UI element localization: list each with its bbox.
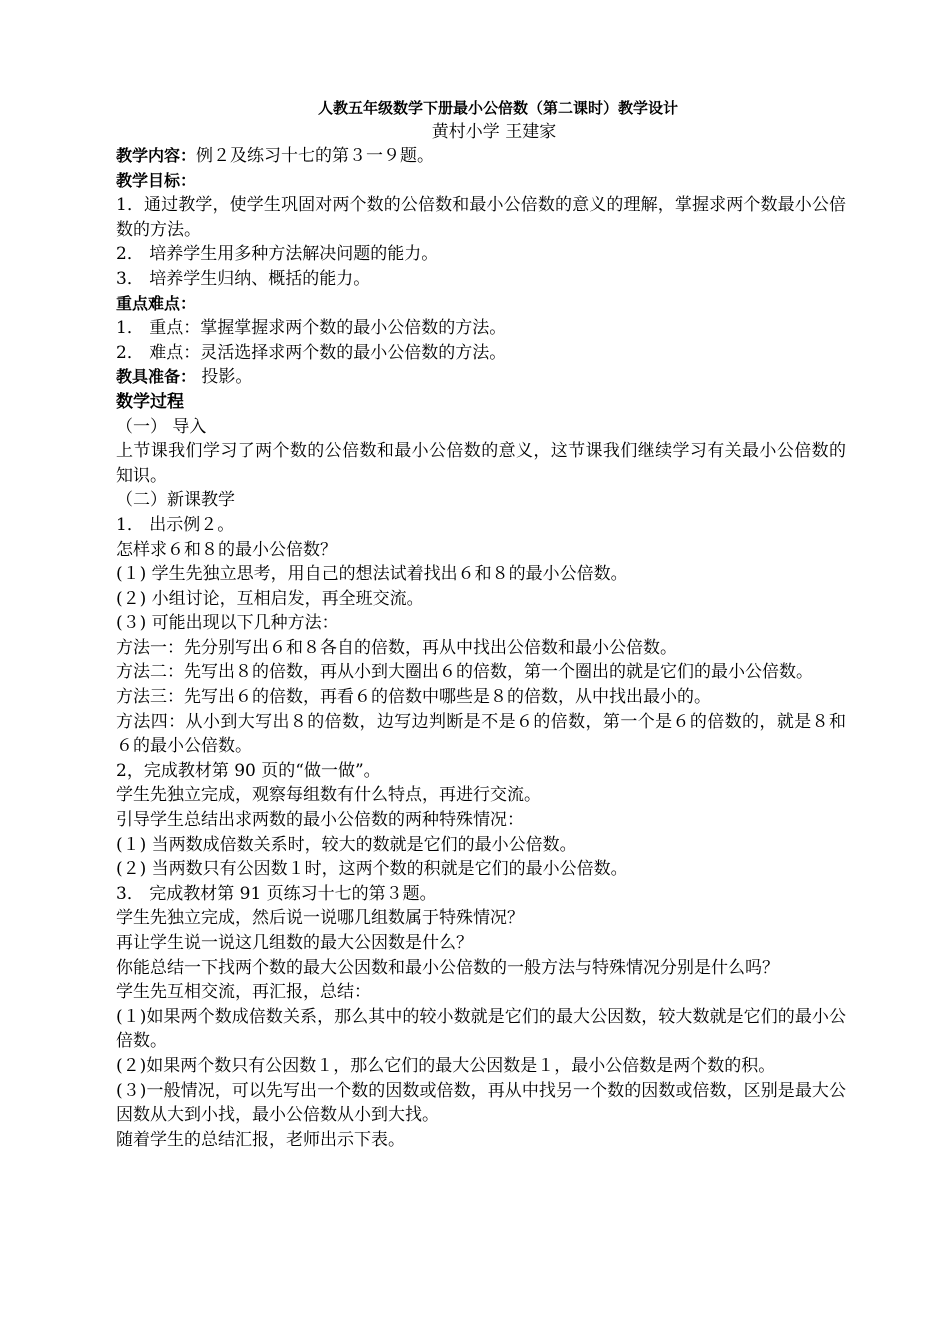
- process-label: 数学过程: [116, 391, 184, 412]
- process-line: (２) 当两数只有公因数１时，这两个数的积就是它们的最小公倍数。: [116, 859, 628, 880]
- process-line: (２) 小组讨论，互相启发，再全班交流。: [116, 588, 424, 609]
- process-line: （一） 导入: [116, 416, 207, 437]
- process-line: 2，完成教材第 90 页的“做一做”。: [116, 760, 381, 781]
- tools-label: 教具准备：: [116, 367, 197, 387]
- key-item: 2． 难点：灵活选择求两个数的最小公倍数的方法。: [116, 342, 507, 363]
- key-item: 1． 重点：掌握掌握求两个数的最小公倍数的方法。: [116, 318, 507, 339]
- process-line: (２)如果两个数只有公因数１，那么它们的最大公因数是１，最小公倍数是两个数的积。: [116, 1055, 776, 1076]
- goal-item: 2． 培养学生用多种方法解决问题的能力。: [116, 244, 439, 265]
- process-line: 学生先独立完成，然后说一说哪几组数属于特殊情况？: [116, 908, 524, 929]
- content-line: [116, 144, 846, 169]
- process-line: 上节课我们学习了两个数的公倍数和最小公倍数的意义，这节课我们继续学习有关最小公倍数的知识。: [116, 441, 846, 486]
- process-line: 1． 出示例２。: [116, 514, 235, 535]
- content-text: 例２及练习十七的第３一９题。: [196, 146, 435, 166]
- content-label: 教学内容：: [116, 146, 197, 165]
- process-line: 方法三：先写出６的倍数，再看６的倍数中哪些是８的倍数，从中找出最小的。: [116, 687, 711, 708]
- process-line: 方法二：先写出８的倍数，再从小到大圈出６的倍数，第一个圈出的就是它们的最小公倍数。: [116, 662, 813, 683]
- tools-line: [116, 365, 846, 390]
- document-author: 黄村小学 王建家: [431, 122, 557, 142]
- tools-text: 投影。: [196, 367, 253, 388]
- process-line: (３) 可能出现以下几种方法：: [116, 613, 339, 634]
- process-line: (１)如果两个数成倍数关系，那么其中的较小数就是它们的最大公因数，较大数就是它们的最小公倍数。: [116, 1006, 846, 1052]
- process-body: [116, 415, 846, 1153]
- process-line: (３)一般情况，可以先写出一个数的因数或倍数，再从中找另一个数的因数或倍数，区别是最大公因数从大到小找，最小公倍数从小到大找。: [116, 1080, 846, 1126]
- process-line: 怎样求６和８的最小公倍数？: [116, 539, 337, 560]
- process-line: (１) 当两数成倍数关系时，较大的数就是它们的最小公倍数。: [116, 834, 577, 855]
- process-line: 引导学生总结出求两数的最小公倍数的两种特殊情况：: [116, 810, 524, 831]
- process-line: (１) 学生先独立思考，用自己的想法试着找出６和８的最小公倍数。: [116, 564, 628, 585]
- process-line: 3． 完成教材第 91 页练习十七的第３题。: [116, 883, 437, 904]
- goals-label: 教学目标：: [116, 170, 197, 190]
- process-line: 方法四：从小到大写出８的倍数，边写边判断是不是６的倍数，第一个是６的倍数的，就是８和６的最小公倍数。: [116, 711, 846, 757]
- goal-item: 3． 培养学生归纳、概括的能力。: [116, 268, 371, 289]
- process-line: 学生先独立完成，观察每组数有什么特点，再进行交流。: [116, 785, 541, 806]
- process-line: 再让学生说一说这几组数的最大公因数是什么？: [116, 933, 473, 953]
- process-line: 方法一：先分别写出６和８各自的倍数，再从中找出公倍数和最小公倍数。: [116, 637, 677, 658]
- process-line: （二）新课教学: [116, 490, 235, 511]
- document-page: [116, 96, 846, 1152]
- process-line: 随着学生的总结汇报，老师出示下表。: [116, 1129, 405, 1150]
- process-line: 学生先互相交流，再汇报，总结：: [116, 982, 371, 1003]
- key-label: 重点难点：: [116, 293, 197, 313]
- document-title: 人教五年级数学下册最小公倍数（第二课时）教学设计: [317, 99, 678, 117]
- process-line: 你能总结一下找两个数的最大公因数和最小公倍数的一般方法与特殊情况分别是什么吗？: [116, 957, 779, 978]
- goal-item: 1．通过教学，使学生巩固对两个数的公倍数和最小公倍数的意义的理解，掌握求两个数最小公倍数的方法。: [116, 195, 846, 240]
